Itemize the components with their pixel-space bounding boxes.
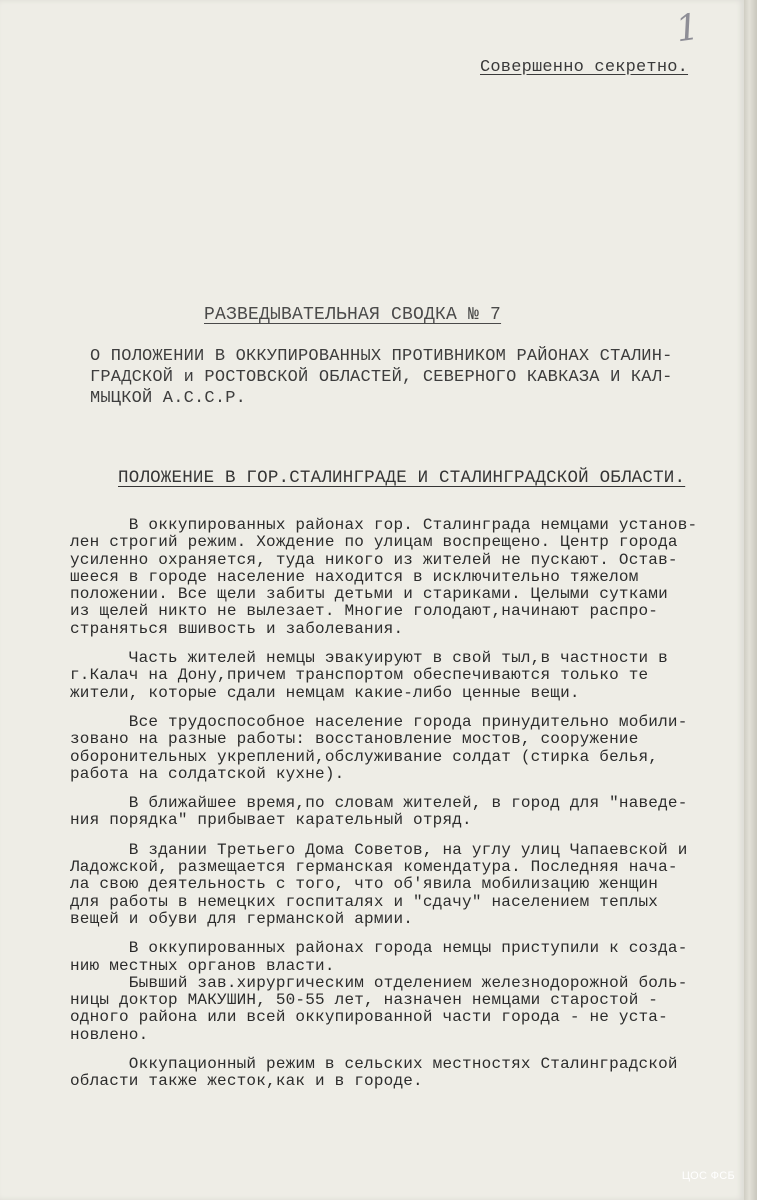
paragraph-kommandatura bbox=[70, 842, 740, 928]
text-line: зовано на разные работы: восстановление мостов, сооружение bbox=[70, 730, 639, 749]
text-line: одного района или всей оккупированной части города - не уста- bbox=[70, 1008, 668, 1027]
text-line: страняться вшивость и заболевания. bbox=[70, 619, 404, 638]
text-line: Все трудоспособное население города принудительно мобили- bbox=[70, 712, 688, 731]
text-line: ницы доктор МАКУШИН, 50-55 лет, назначен немцами старостой - bbox=[70, 991, 659, 1010]
text-line: В ближайшее время,по словам жителей, в город для "наведе- bbox=[70, 794, 688, 813]
text-line: лен строгий режим. Хождение по улицам воспрещено. Центр города bbox=[70, 533, 678, 552]
page-number: 1 bbox=[673, 6, 702, 51]
text-line: новлено. bbox=[70, 1025, 149, 1044]
page-edge bbox=[744, 0, 757, 1200]
text-line: вещей и обуви для германской армии. bbox=[70, 909, 414, 928]
text-line: из щелей никто не вылезает. Многие голодают,начинают распро- bbox=[70, 602, 659, 621]
text-line: Ладожской, размещается германская комендатура. Последняя нача- bbox=[70, 858, 678, 877]
document-body bbox=[70, 517, 740, 1103]
text-line: положении. Все щели забиты детьми и стариками. Целыми сутками bbox=[70, 585, 668, 604]
subtitle-line: О ПОЛОЖЕНИИ В ОККУПИРОВАННЫХ ПРОТИВНИКОМ РАЙОНАХ СТАЛИН- bbox=[90, 347, 673, 366]
paragraph-mobilization bbox=[70, 714, 740, 783]
text-line: ла свою деятельность с того, что об'явила мобилизацию женщин bbox=[70, 875, 659, 894]
text-line: Бывший зав.хирургическим отделением железнодорожной боль- bbox=[70, 973, 688, 992]
text-line: В оккупированных районах города немцы приступили к созда- bbox=[70, 939, 688, 958]
paragraph-occupation-regime bbox=[70, 517, 740, 638]
text-line: г.Калач на Дону,причем транспортом обеспечиваются только те bbox=[70, 666, 649, 685]
text-line: оборонительных укреплений,обслуживание солдат (стирка белья, bbox=[70, 747, 659, 766]
text-line: области также жесток,как и в городе. bbox=[70, 1072, 423, 1091]
classification-stamp: Совершенно секретно. bbox=[480, 58, 689, 77]
subtitle-line: ГРАДСКОЙ и РОСТОВСКОЙ ОБЛАСТЕЙ, СЕВЕРНОГО КАВКАЗА И КАЛ- bbox=[90, 368, 673, 387]
text-line: работа на солдатской кухне). bbox=[70, 764, 345, 783]
document-subtitle bbox=[90, 346, 690, 409]
section-heading: ПОЛОЖЕНИЕ В ГОР.СТАЛИНГРАДЕ И СТАЛИНГРАДСКОЙ ОБЛАСТИ. bbox=[118, 468, 686, 488]
text-line: Часть жителей немцы эвакуируют в свой тыл,в частности в bbox=[70, 649, 668, 668]
text-line: жители, которые сдали немцам какие-либо ценные вещи. bbox=[70, 683, 580, 702]
document-title: РАЗВЕДЫВАТЕЛЬНАЯ СВОДКА № 7 bbox=[204, 305, 502, 325]
archive-watermark: ЦОС ФСБ bbox=[681, 1170, 735, 1182]
text-line: Оккупационный режим в сельских местностях Сталинградской bbox=[70, 1055, 678, 1074]
paragraph-rural-areas bbox=[70, 1056, 740, 1091]
paragraph-local-authorities bbox=[70, 940, 740, 1044]
paragraph-punitive-detachment bbox=[70, 795, 740, 830]
text-line: нию местных органов власти. bbox=[70, 956, 335, 975]
paragraph-evacuation bbox=[70, 650, 740, 702]
text-line: для работы в немецких госпиталях и "сдачу" населением теплых bbox=[70, 892, 659, 911]
text-line: усиленно охраняется, туда никого из жителей не пускают. Остав- bbox=[70, 550, 678, 569]
text-line: ния порядка" прибывает карательный отряд. bbox=[70, 811, 472, 830]
text-line: шееся в городе население находится в исключительно тяжелом bbox=[70, 567, 639, 586]
text-line: В здании Третьего Дома Советов, на углу улиц Чапаевской и bbox=[70, 840, 688, 859]
text-line: В оккупированных районах гор. Сталинграда немцами установ- bbox=[70, 516, 698, 534]
subtitle-line: МЫЦКОЙ А.С.С.Р. bbox=[90, 389, 247, 408]
